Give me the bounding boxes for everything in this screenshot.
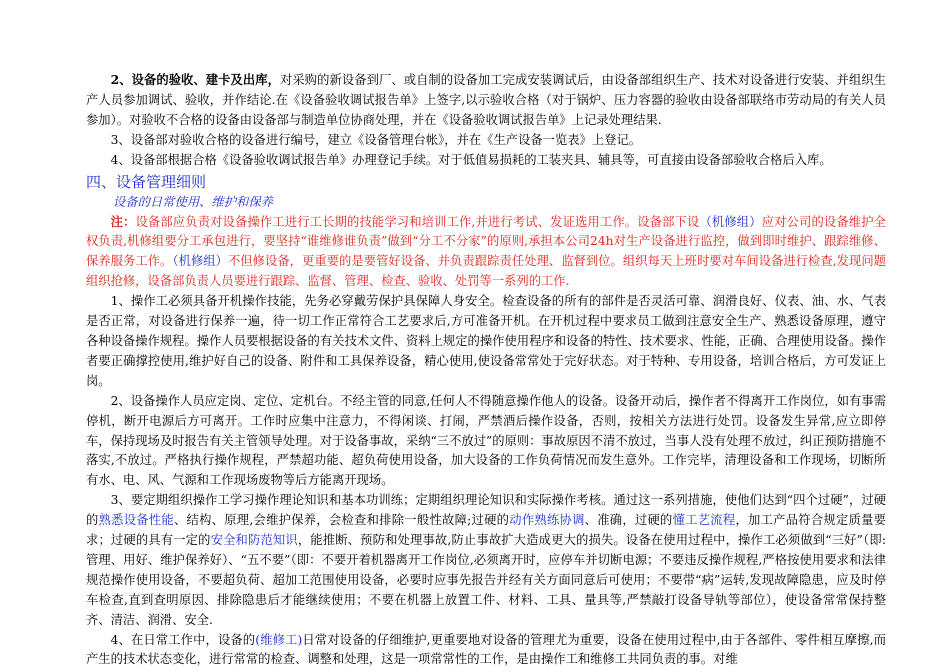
paragraph-body: 对采购的新设备到厂、或自制的设备加工完成安装调试后，由设备部组织生产、技术对设备进行安装、并组织生产人员参加调试、验收，并作结论.在《设备验收调试报告单》上签字,以示验收合格（对于锅炉、压力容器的验收由设备部联络市劳动局的有关人员参加）。对验收不合格的设备由设备部与制造单位协商处理，并在《设备验收调试报告单》上记录处理结果. <box>86 73 886 127</box>
paragraph-text: 日常对设备的仔细维护,更重要地对设备的管理尤为重要，设备在使用过程中,由于各部件、零件相互摩擦,而产生的技术状态变化，进行常常的检查、调整和处理，这是一项常常性的工作，是由操作工和维修工共同负责的事。对维 <box>86 632 886 667</box>
highlight-text: 熟悉设备性能 <box>98 513 174 528</box>
paragraph-text: 4、设备部根据合格《设备验收调试报告单》办理登记手续。对于低值易损耗的工装夹具、辅具等，可直接由设备部验收合格后入库。 <box>110 152 832 167</box>
paragraph-operator-training <box>86 491 886 630</box>
paragraph-operator-skills <box>86 292 886 392</box>
note-text: 设备部应负责对设备操作工进行工长期的技能学习和培训工作,并进行考试、发证选用工作。设备部下设 <box>135 214 700 229</box>
paragraph-text: 4、在日常工作中，设备的 <box>110 632 256 647</box>
highlight-text: 动作熟练协调 <box>509 513 585 528</box>
paragraph-text: 、准确，过硬的 <box>584 513 673 528</box>
highlight-text: 安全和防范知识 <box>210 533 298 548</box>
note-paragraph <box>86 212 886 293</box>
paragraph-text: ，能推断、预防和处理事故,防止事故扩大造成更大的损失。设备在使用过程中，操作工必须做到“三好”（即:管理、用好、维护保养好）、“五不要”（即：不要开着机器离开工作岗位,必须离开时，应停车并切断电源；不要违反操作规程,严格按使用要求和法律规范操作使用设备，不要超负荷、超加工范围使用设备，必要时应事先报告并经有关方面同意后可使用；不要带“病”运转,发现故障隐患，应及时停车检查,直到查明原因、排除隐患后才能继续使用；不要在机器上放置工件、材料、工具、量具等,严禁敲打设备导轨等部位），使设备常常保持整齐、清洁、润滑、安全. <box>86 533 886 627</box>
paragraph-text: 2、设备操作人员应定岗、定位、定机台。不经主管的同意,任何人不得随意操作他人的设备。设备开动后，操作者不得离开工作岗位，如有事需停机，断开电源后方可离开。工作时应集中注意力，不得闲谈、打闹，严禁酒后操作设备，否则，按相关方法进行处罚。设备发生异常,应立即停车，保持现场及时报告有关主管领导处理。对于设备事故，采纳“三不放过”的原则：事故原因不清不放过，当事人没有处理不放过，纠正预防措施不落实,不放过。严格执行操作规程，严禁超功能、超负荷使用设备，加大设备的工作负荷情况而发生意外。工作完毕，清理设备和工作现场，切断所有水、电、风、气源和工作现场废物等后方能离开现场。 <box>86 393 886 488</box>
paragraph-acceptance-install <box>86 70 886 131</box>
paragraph-text: ，加工产品符合规定质量要求；过硬的具有一定的 <box>86 513 886 548</box>
paragraph-daily-maintenance <box>86 631 886 671</box>
paragraph-text: 、结构、原理,会维护保养，会检查和排除一般性故障;过硬的 <box>173 513 510 528</box>
paragraph-lead: 2、设备的验收、建卡及出库， <box>110 72 281 87</box>
paragraph-text: 1、操作工必须具备开机操作技能，先务必穿戴劳保护具保障人身安全。检查设备的所有的部件是否灵活可靠、润滑良好、仪表、油、水、气表是否正常，对设备进行保养一遍，待一切工作正常符合工艺要求后,方可准备开机。在开机过程中要求员工做到注意安全生产、熟悉设备原理，遵守各种设备操作规程。操作人员要根据设备的有关技术文件、资料上规定的操作使用程序和设备的特性、技术要求、性能，正确、合理使用设备。操作者要正确撑控使用,维护好自己的设备、附件和工具保养设备，精心使用,使设备常常处于完好状态。对于特种、专用设备，培训合格后，方可发证上岗。 <box>86 294 886 388</box>
document-page <box>86 70 886 670</box>
note-label: 注： <box>110 213 136 229</box>
paragraph-operator-positions <box>86 392 886 492</box>
note-text: 应对公司的设备维护全权负责,机修组要分工承包进行，要坚持“谁维修谁负责”做到“分工不分家”的原则,承担本公司24h对生产设备进行监控，做到即时维护、跟踪维修、保养服务工作。 <box>86 214 886 269</box>
paragraph-text: 3、设备部对验收合格的设备进行编号，建立《设备管理台帐》，并在《生产设备一览表》上登记。 <box>110 132 642 147</box>
section-heading: 四、设备管理细则 <box>86 172 207 191</box>
highlight-text: (维修工) <box>255 632 303 647</box>
highlight-text: 懂工艺流程 <box>672 513 736 528</box>
paragraph-registration <box>86 151 886 171</box>
subsection-heading: 设备的日常使用、维护和保养 <box>113 194 273 209</box>
paragraph-numbering <box>86 131 886 151</box>
note-highlight: （机修组） <box>172 254 228 269</box>
paragraph-text: 3、要定期组织操作工学习操作理论知识和基本功训练；定期组织理论知识和实际操作考核。通过这一系列措施，使他们达到“四个过硬”，过硬的 <box>86 493 886 528</box>
note-text: 不但修设备，更重要的是要管好设备、并负责跟踪责任处理、监督到位。组织每天上班时要对车间设备进行检查,发现问题组织抢修，设备部负责人员要进行跟踪、监督、管理、检查、验收、处罚等一系列的工作. <box>86 254 886 289</box>
note-highlight: （机修组） <box>699 214 762 229</box>
